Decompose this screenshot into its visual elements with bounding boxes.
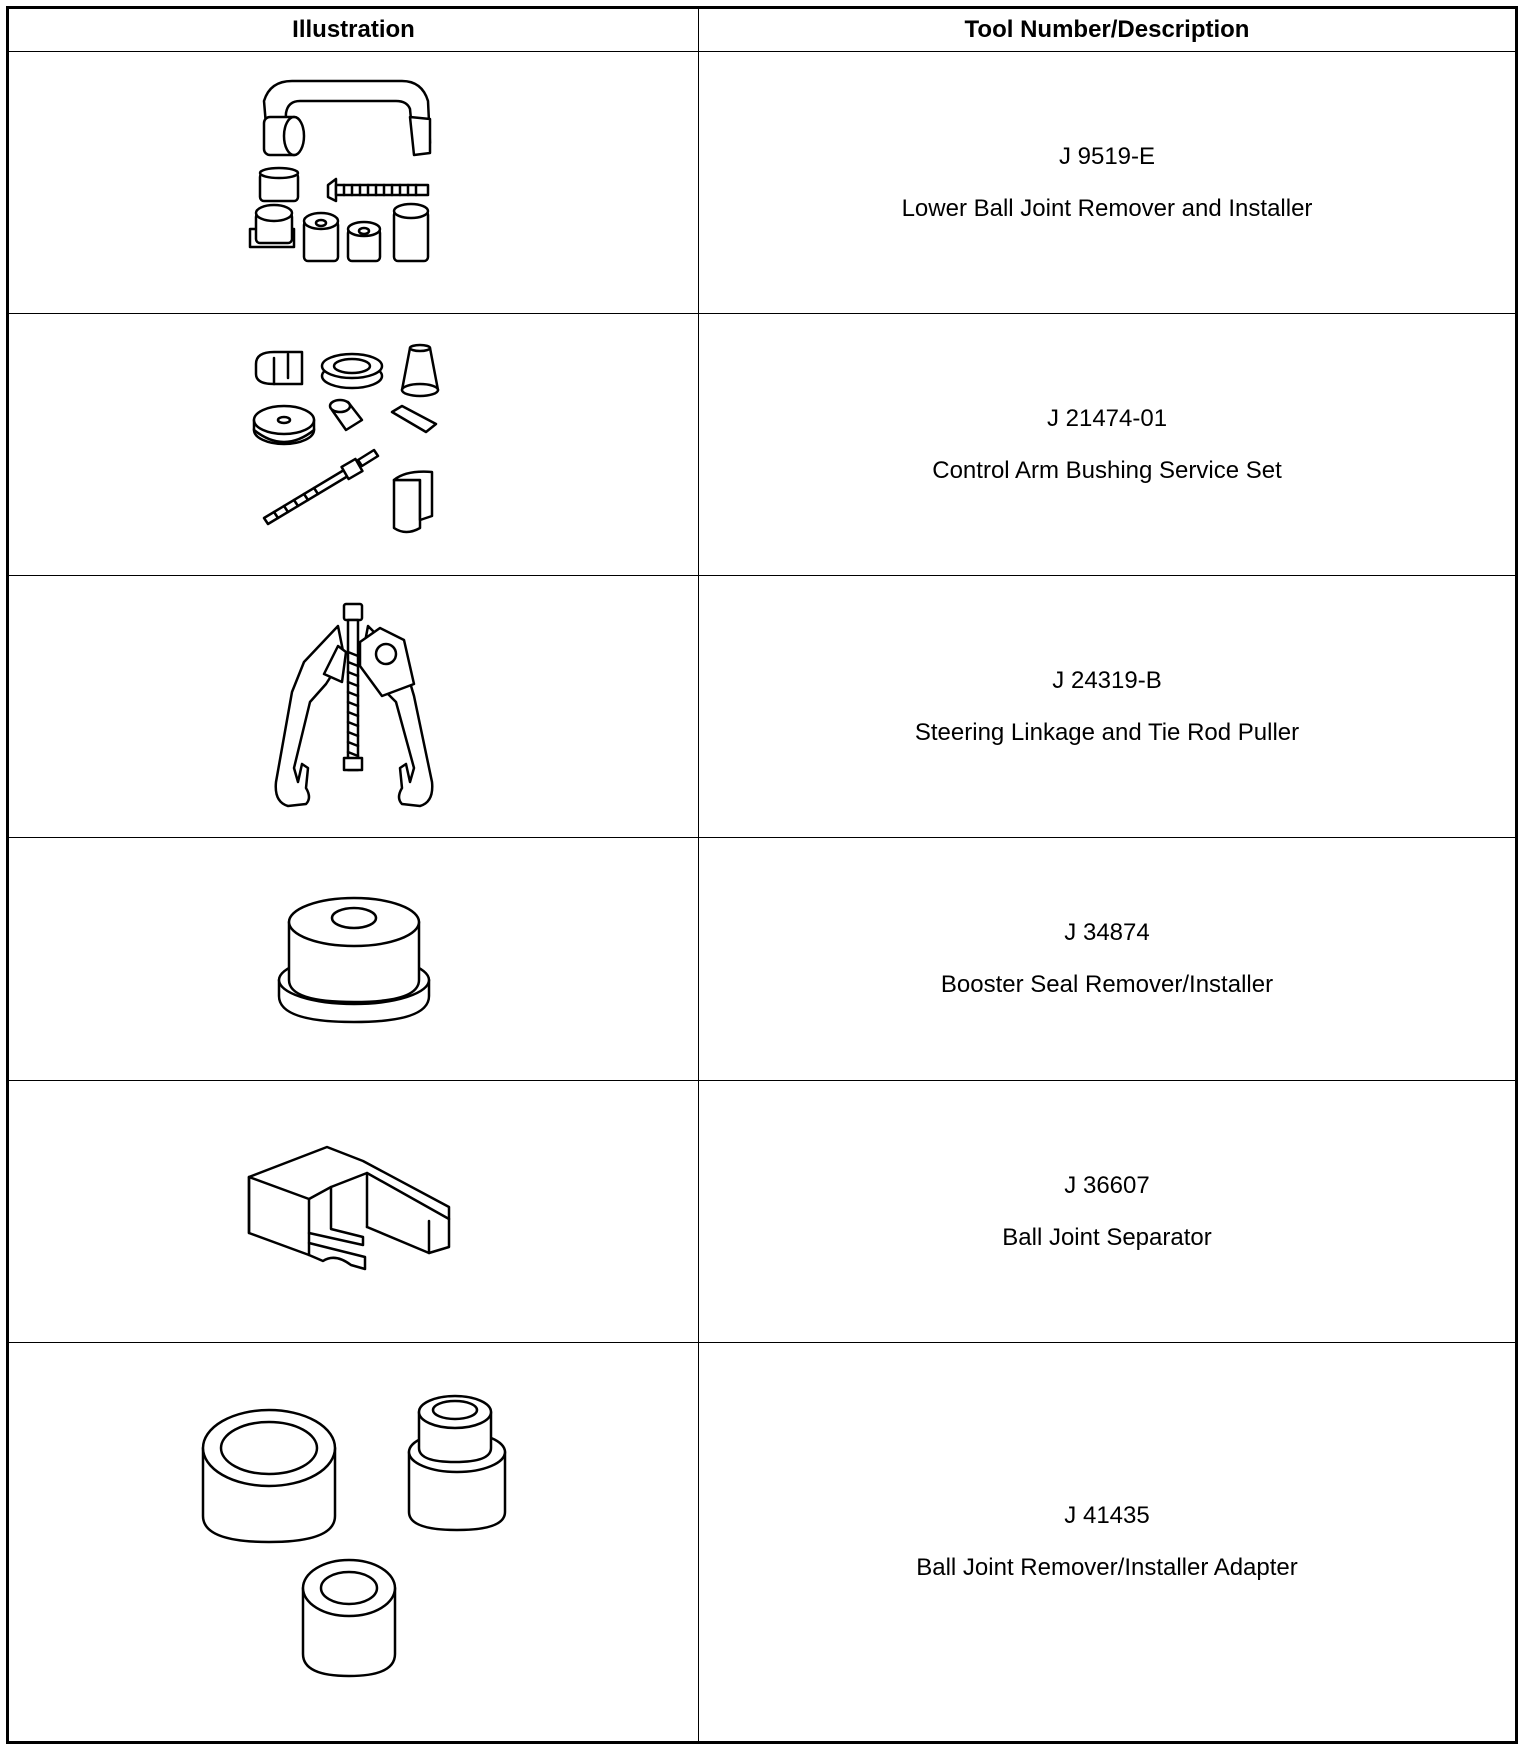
tool-description: Control Arm Bushing Service Set — [932, 456, 1282, 484]
header-row — [8, 8, 1517, 52]
table-row — [8, 1081, 1517, 1343]
header-tool-number-description: Tool Number/Description — [699, 8, 1517, 52]
tie-rod-puller-icon — [264, 592, 444, 822]
adapter-set-icon — [199, 1392, 509, 1692]
description-cell — [699, 314, 1517, 576]
table-row — [8, 52, 1517, 314]
tool-number: J 36607 — [1064, 1171, 1150, 1199]
description-cell — [699, 1081, 1517, 1343]
illustration-cell — [8, 576, 699, 838]
tool-description: Steering Linkage and Tie Rod Puller — [914, 718, 1300, 746]
header-illustration: Illustration — [8, 8, 699, 52]
illustration-cell — [8, 314, 699, 576]
description-cell — [699, 1343, 1517, 1743]
tool-number: J 21474-01 — [1046, 404, 1168, 432]
bushing-service-set-icon — [244, 340, 464, 550]
table-row — [8, 1343, 1517, 1743]
illustration-cell — [8, 838, 699, 1081]
illustration-cell — [8, 1081, 699, 1343]
description-cell — [699, 52, 1517, 314]
description-cell — [699, 576, 1517, 838]
tool-description: Lower Ball Joint Remover and Installer — [901, 194, 1313, 222]
ball-joint-remover-installer-kit-icon — [244, 73, 464, 293]
tool-description: Booster Seal Remover/Installer — [940, 971, 1274, 998]
illustration-cell — [8, 1343, 699, 1743]
description-cell — [699, 838, 1517, 1081]
illustration-cell — [8, 52, 699, 314]
table-row — [8, 576, 1517, 838]
booster-seal-tool-icon — [269, 884, 439, 1034]
tool-number: J 9519-E — [1058, 142, 1156, 170]
tool-description: Ball Joint Remover/Installer Adapter — [916, 1554, 1298, 1581]
special-tools-table — [6, 6, 1518, 1744]
tool-description: Ball Joint Separator — [1002, 1223, 1212, 1251]
tool-number: J 34874 — [1064, 919, 1150, 946]
table-row — [8, 838, 1517, 1081]
tool-number: J 41435 — [1064, 1502, 1150, 1529]
tool-number: J 24319-B — [1052, 666, 1162, 694]
table-row — [8, 314, 1517, 576]
ball-joint-separator-icon — [239, 1137, 469, 1287]
